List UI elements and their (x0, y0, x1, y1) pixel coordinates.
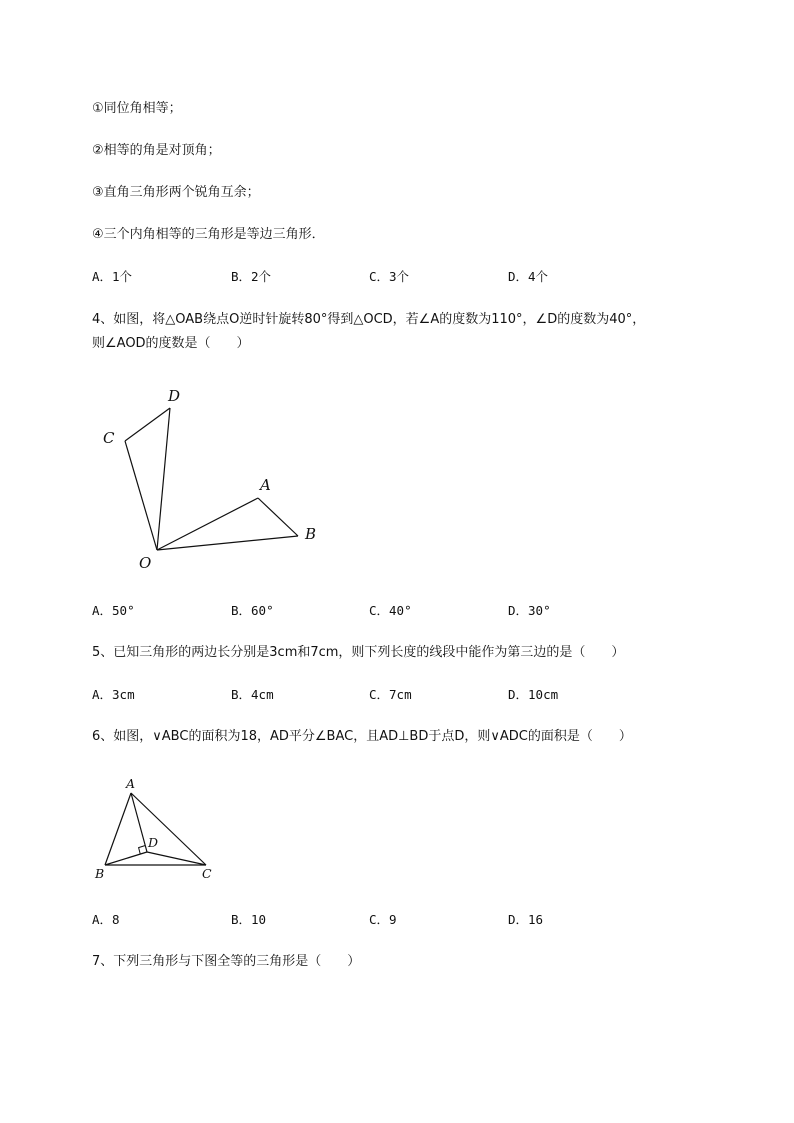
q5-option-b: B．4cm (231, 687, 274, 702)
statement-1: ①同位角相等； (92, 101, 182, 116)
q4-option-d: D．30° (508, 603, 551, 618)
segment-cd (125, 408, 170, 441)
segment-do (157, 408, 170, 550)
segment-ac (131, 793, 206, 865)
q6-option-d: D．16 (508, 912, 544, 927)
q3-option-b: B．2个 (231, 269, 272, 284)
q4-figure (90, 380, 330, 580)
q3-option-d: D．4个 (508, 269, 549, 284)
segment-oa (157, 498, 258, 550)
label-b: B (95, 866, 105, 881)
label-a: A (126, 776, 136, 791)
q6-option-b: B．10 (231, 912, 267, 927)
q3-option-a: A．1个 (92, 269, 133, 284)
q5-stem: 5、已知三角形的两边长分别是3cm和7cm，则下列长度的线段中能作为第三边的是（ ） (92, 645, 625, 660)
statement-3: ③直角三角形两个锐角互余； (92, 185, 260, 200)
label-d: D (168, 387, 181, 405)
q6-option-a: A．8 (92, 912, 120, 927)
q3-option-c: C．3个 (369, 269, 410, 284)
q5-option-c: C．7cm (369, 687, 412, 702)
label-c: C (103, 429, 115, 447)
segment-oc (125, 441, 157, 550)
segment-ad (131, 793, 147, 852)
q5-option-d: D．10cm (508, 687, 559, 702)
statement-4: ④三个内角相等的三角形是等边三角形． (92, 227, 325, 242)
label-c: C (202, 866, 212, 881)
q5-options (92, 686, 712, 704)
q6-figure (90, 775, 230, 885)
q4-stem-line1: 4、如图，将△OAB绕点O逆时针旋转80°得到△OCD，若∠A的度数为110°，∠D的度数为40°， (92, 312, 646, 327)
label-b: B (305, 525, 317, 543)
q4-option-c: C．40° (369, 603, 412, 618)
label-o: O (139, 554, 152, 572)
segment-ab (258, 498, 298, 536)
q6-option-c: C．9 (369, 912, 397, 927)
q6-options (92, 911, 712, 929)
q5-option-a: A．3cm (92, 687, 135, 702)
label-d: D (148, 835, 159, 850)
segment-dc (147, 852, 206, 865)
q4-option-b: B．60° (231, 603, 274, 618)
q4-options (92, 602, 712, 620)
q3-options (92, 268, 712, 286)
q4-stem-line2: 则∠AOD的度数是（ ） (92, 336, 250, 351)
statement-2: ②相等的角是对顶角； (92, 143, 221, 158)
q7-stem: 7、下列三角形与下图全等的三角形是（ ） (92, 954, 361, 969)
label-a: A (260, 476, 271, 494)
q4-option-a: A．50° (92, 603, 135, 618)
segment-ab (105, 793, 131, 865)
segment-bo (157, 536, 298, 550)
q6-stem: 6、如图，∨ABC的面积为18，AD平分∠BAC，且AD⊥BD于点D，则∨ADC的面积是（ ） (92, 729, 632, 744)
